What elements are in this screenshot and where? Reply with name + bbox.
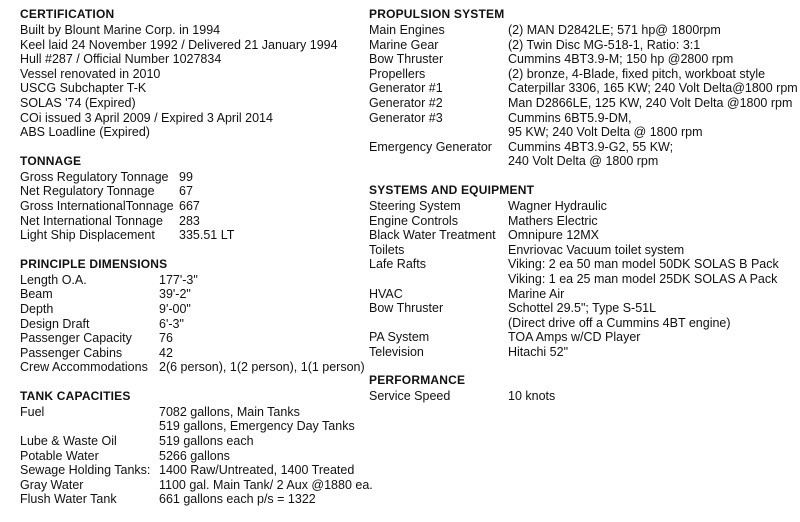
spec-label: Depth (20, 301, 54, 316)
spec-value: (2) bronze, 4-Blade, fixed pitch, workboat style (508, 66, 766, 81)
spec-value: 42 (159, 345, 173, 360)
spec-row (369, 243, 789, 258)
principle-dimensions-heading: PRINCIPLE DIMENSIONS (20, 256, 168, 271)
spec-row (369, 389, 789, 404)
propulsion-system-heading: PROPULSION SYSTEM (369, 7, 505, 21)
spec-value: TOA Amps w/CD Player (508, 330, 641, 345)
spec-label: Generator #3 (369, 110, 443, 125)
spec-label: Flush Water Tank (20, 492, 117, 507)
certification-heading: CERTIFICATION (20, 7, 115, 21)
spec-value: 177'-3" (159, 272, 198, 287)
certification-line: COi issued 3 April 2009 / Expired 3 April 2014 (20, 110, 273, 125)
tank-capacities-heading: TANK CAPACITIES (20, 388, 131, 403)
spec-label: Generator #2 (369, 95, 443, 110)
spec-value: Cummins 4BT3.9-M; 150 hp @2800 rpm (508, 52, 734, 67)
certification-line: Built by Blount Marine Corp. in 1994 (20, 23, 221, 37)
spec-value-line: 240 Volt Delta @ 1800 rpm (508, 154, 659, 169)
spec-value: Envriovac Vacuum toilet system (508, 242, 685, 257)
spec-value: 283 (179, 213, 200, 228)
spec-value: Wagner Hydraulic (508, 198, 607, 213)
spec-value: 76 (159, 331, 173, 346)
spec-value: Man D2866LE, 125 KW, 240 Volt Delta @1800 rpm (508, 95, 793, 110)
spec-value (508, 257, 779, 286)
spec-value: 9'-00" (159, 301, 191, 316)
spec-value: 1400 Raw/Untreated, 1400 Treated (159, 463, 355, 478)
tonnage-heading: TONNAGE (20, 153, 82, 168)
spec-label: Beam (20, 287, 53, 302)
spec-row (20, 434, 365, 449)
spec-value-line: 95 KW; 240 Volt Delta @ 1800 rpm (508, 125, 703, 140)
spec-value: Omnipure 12MX (508, 228, 600, 243)
spec-value (508, 301, 731, 330)
spec-label: Propellers (369, 66, 426, 81)
spec-label: Bow Thruster (369, 301, 444, 316)
spec-row (20, 360, 365, 375)
spec-label: Light Ship Displacement (20, 228, 155, 243)
principle-dimensions-section (20, 256, 365, 375)
spec-row (369, 111, 789, 140)
spec-row (20, 405, 365, 434)
spec-row (369, 214, 789, 229)
spec-value-line: Viking: 1 ea 25 man model 25DK SOLAS A Pack (508, 271, 778, 286)
spec-value: Hitachi 52" (508, 344, 569, 359)
spec-value-line: Cummins 4BT3.9-G2, 55 KW; (508, 139, 674, 154)
left-column (20, 6, 373, 520)
spec-row (20, 346, 365, 361)
spec-row (369, 257, 789, 286)
spec-value: 1100 gal. Main Tank/ 2 Aux @1880 ea. (159, 477, 373, 492)
spec-value: 667 (179, 198, 200, 213)
spec-value: 67 (179, 184, 193, 199)
spec-row (369, 287, 789, 302)
spec-row (369, 199, 789, 214)
systems-equipment-section (369, 182, 789, 360)
spec-value: Caterpillar 3306, 165 KW; 240 Volt Delta@1800 rpm (508, 81, 798, 96)
spec-value: (2) Twin Disc MG-518-1, Ratio: 3:1 (508, 37, 701, 52)
certification-line: ABS Loadline (Expired) (20, 125, 150, 140)
spec-value: 519 gallons each (159, 434, 254, 449)
spec-row (20, 477, 373, 493)
spec-label: Length O.A. (20, 272, 87, 287)
spec-row (369, 23, 789, 38)
right-column (369, 6, 798, 417)
spec-label: Service Speed (369, 389, 451, 404)
certification-section (20, 6, 365, 140)
performance-heading: PERFORMANCE (369, 373, 466, 388)
systems-equipment-heading: SYSTEMS AND EQUIPMENT (369, 182, 535, 197)
spec-value (508, 111, 703, 140)
certification-line: Vessel renovated in 2010 (20, 66, 161, 81)
spec-label: Gray Water (20, 477, 84, 492)
spec-row (369, 228, 789, 243)
spec-value-line: (Direct drive off a Cummins 4BT engine) (508, 315, 731, 330)
spec-row (20, 199, 365, 214)
spec-row (369, 330, 789, 345)
certification-line: USCG Subchapter T-K (20, 81, 147, 96)
spec-value: 2(6 person), 1(2 person), 1(1 person) (159, 360, 365, 375)
spec-row (20, 184, 365, 199)
spec-row (369, 67, 789, 82)
spec-row (369, 301, 789, 330)
spec-row (369, 95, 793, 111)
propulsion-system-section (369, 6, 798, 169)
spec-row (20, 449, 365, 464)
performance-section (369, 372, 789, 404)
tonnage-section (20, 153, 365, 243)
certification-line: SOLAS '74 (Expired) (20, 95, 136, 110)
spec-value-line: 519 gallons, Emergency Day Tanks (159, 419, 355, 434)
spec-row (20, 331, 365, 346)
spec-value: 5266 gallons (159, 448, 230, 463)
spec-value: (2) MAN D2842LE; 571 hp@ 1800rpm (508, 23, 721, 37)
spec-row (369, 38, 789, 53)
spec-row (20, 302, 365, 317)
spec-label: Generator #1 (369, 81, 443, 96)
spec-label: Bow Thruster (369, 52, 444, 67)
spec-label: Potable Water (20, 448, 99, 463)
spec-label: Crew Accommodations (20, 360, 148, 375)
spec-row (20, 273, 365, 288)
spec-value-line: 7082 gallons, Main Tanks (159, 404, 300, 419)
spec-row (20, 214, 365, 229)
spec-label: Steering System (369, 198, 461, 213)
spec-label: Lafe Rafts (369, 257, 426, 272)
spec-label: Fuel (20, 404, 45, 419)
spec-label: Passenger Capacity (20, 331, 132, 346)
spec-label: Net International Tonnage (20, 213, 163, 228)
spec-value: 10 knots (508, 389, 556, 404)
spec-label: Marine Gear (369, 37, 439, 52)
spec-value: 335.51 LT (179, 228, 235, 243)
spec-label: Main Engines (369, 23, 445, 37)
spec-label: Emergency Generator (369, 139, 492, 154)
spec-label: PA System (369, 330, 430, 345)
spec-label: Net Regulatory Tonnage (20, 184, 155, 199)
spec-label: Toilets (369, 242, 405, 257)
spec-value-line: Cummins 6BT5.9-DM, (508, 110, 632, 125)
spec-row (20, 463, 365, 478)
spec-label: HVAC (369, 286, 403, 301)
spec-row (20, 492, 365, 507)
spec-row (20, 317, 365, 332)
spec-label: Gross InternationalTonnage (20, 198, 174, 213)
spec-label: Design Draft (20, 316, 90, 331)
tank-capacities-section (20, 388, 373, 507)
spec-label: Sewage Holding Tanks: (20, 463, 151, 478)
spec-value: 661 gallons each p/s = 1322 (159, 492, 316, 507)
spec-value (159, 405, 355, 434)
spec-label: Lube & Waste Oil (20, 434, 117, 449)
spec-value: Marine Air (508, 286, 565, 301)
spec-row (369, 52, 789, 67)
spec-value: 99 (179, 169, 193, 184)
spec-value (508, 140, 673, 169)
spec-label: Gross Regulatory Tonnage (20, 169, 169, 184)
spec-value: 39'-2" (159, 287, 191, 302)
spec-row (20, 287, 365, 302)
spec-row (369, 81, 798, 96)
spec-value: 6'-3" (159, 316, 184, 331)
spec-value: Mathers Electric (508, 213, 598, 228)
spec-row (369, 140, 789, 169)
spec-row (369, 345, 789, 360)
spec-value-line: Viking: 2 ea 50 man model 50DK SOLAS B Pack (508, 257, 779, 272)
spec-row (20, 228, 365, 243)
spec-label: Television (369, 344, 424, 359)
spec-label: Black Water Treatment (369, 228, 496, 243)
spec-label: Passenger Cabins (20, 345, 123, 360)
certification-line: Hull #287 / Official Number 1027834 (20, 52, 222, 67)
spec-label: Engine Controls (369, 213, 458, 228)
spec-value-line: Schottel 29.5"; Type S-51L (508, 301, 657, 316)
spec-row (20, 170, 365, 185)
certification-line: Keel laid 24 November 1992 / Delivered 21 January 1994 (20, 37, 338, 52)
